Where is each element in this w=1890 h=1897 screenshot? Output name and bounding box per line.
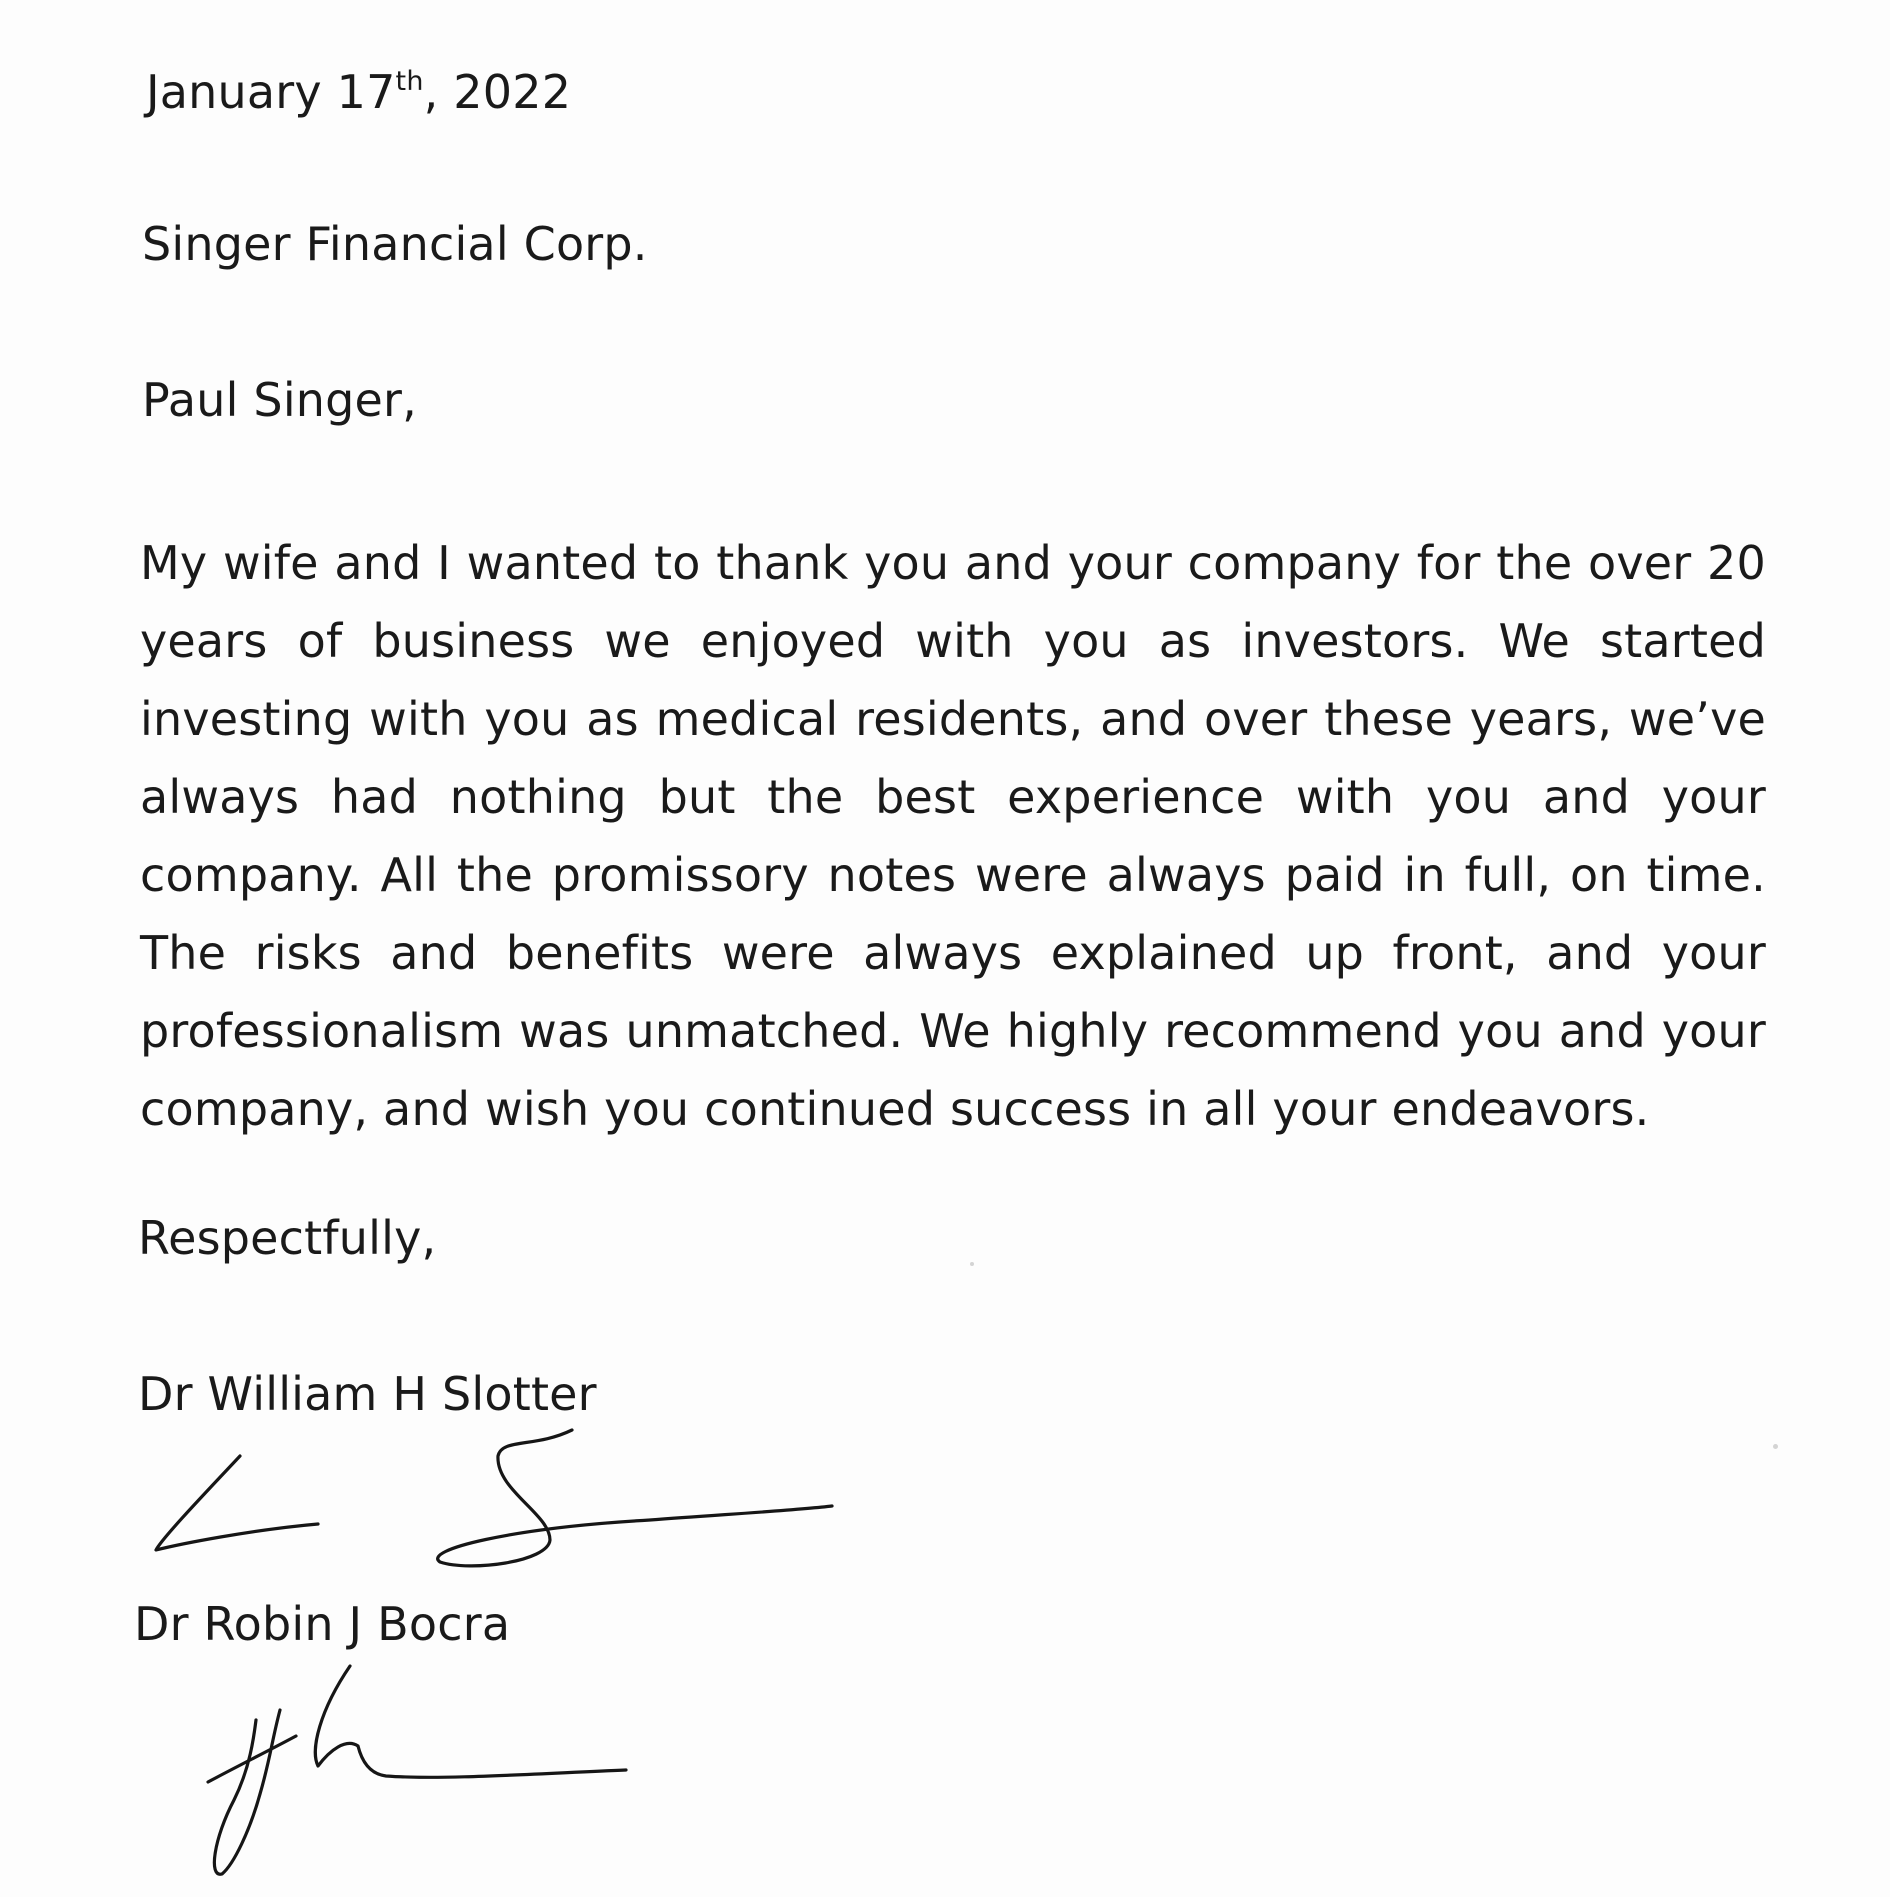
letter-date [146, 64, 571, 120]
signer-name-2: Dr Robin J Bocra [134, 1597, 511, 1651]
signature-1 [140, 1410, 840, 1585]
closing: Respectfully, [138, 1211, 437, 1265]
signature-2 [200, 1650, 640, 1890]
date-year: , 2022 [423, 65, 572, 119]
date-month-day: January 17 [146, 65, 396, 119]
signer-name-1: Dr William H Slotter [138, 1367, 597, 1421]
salutation: Paul Singer, [142, 373, 417, 427]
date-ordinal-suffix: th [395, 66, 424, 97]
letter-body: My wife and I wanted to thank you and your company for the over 20 years of business we enjoyed with you as investors. We started investing with you as medical residents, and over these years, we’ve always had nothing but the best experience with you and your company. All the promissory notes were always paid in full, on time. The risks and benefits were always explained up front, and your professionalism was unmatched. We highly recommend you and your company, and wish you continued success in all your endeavors. [140, 536, 1766, 1136]
paper-speck [970, 1262, 974, 1266]
paper-speck [1773, 1444, 1778, 1449]
recipient-company: Singer Financial Corp. [142, 217, 648, 271]
